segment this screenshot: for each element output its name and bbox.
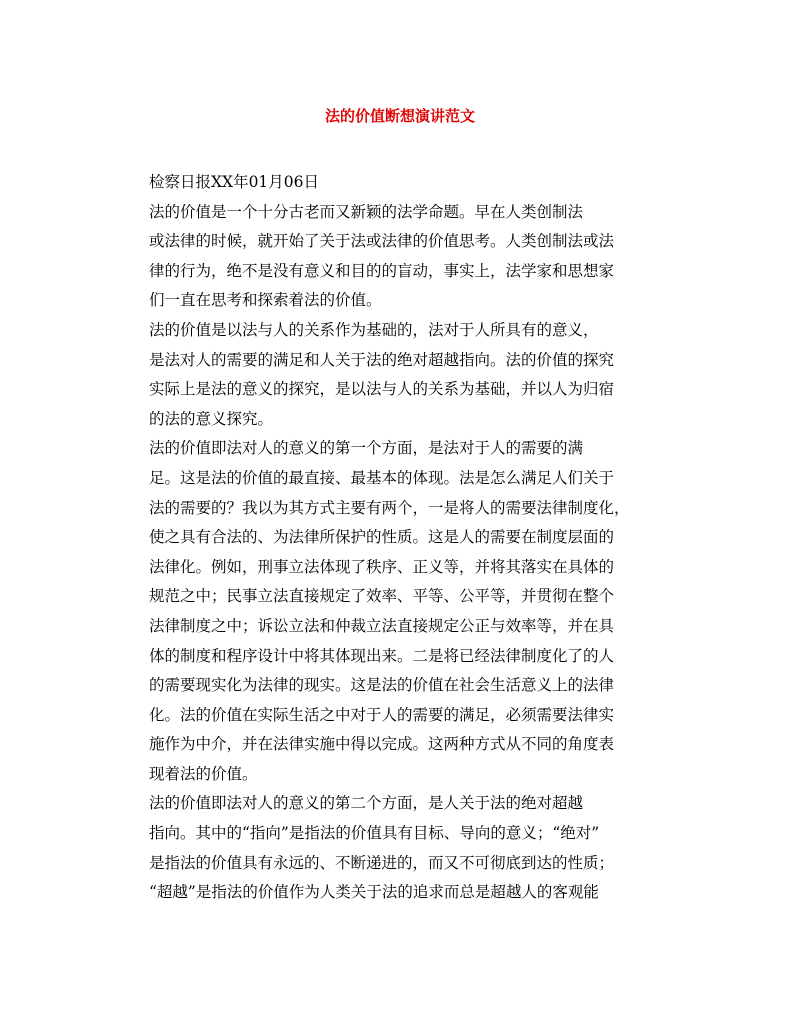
text-line: 们一直在思考和探索着法的价值。 (149, 291, 382, 310)
byline: 检察日报XX年01月06日 (149, 173, 320, 191)
text-line: 指向。其中的“指向”是指法的价值具有目标、导向的意义；“绝对” (149, 824, 600, 843)
text-line: 法律化。例如，刑事立法体现了秩序、正义等，并将其落实在具体的 (149, 557, 615, 576)
text-line: 是法对人的需要的满足和人关于法的绝对超越指向。法的价值的探究 (149, 350, 615, 369)
text-line: 或法律的时候，就开始了关于法或法律的价值思考。人类创制法或法 (149, 232, 615, 251)
text-line: 的需要现实化为法律的现实。这是法的价值在社会生活意义上的法律 (149, 676, 615, 695)
text-line: 是指法的价值具有永远的、不断递进的，而又不可彻底到达的性质； (149, 853, 615, 872)
text-line: 化。法的价值在实际生活之中对于人的需要的满足，必须需要法律实 (149, 705, 615, 724)
text-line: 的法的意义探究。 (149, 409, 274, 428)
text-line: 体的制度和程序设计中将其体现出来。二是将已经法律制度化了的人 (149, 646, 615, 665)
document-title: 法的价值断想演讲范文 (324, 107, 475, 125)
text-line: 现着法的价值。 (149, 764, 258, 783)
text-line: 实际上是法的意义的探究，是以法与人的关系为基础，并以人为归宿 (149, 380, 615, 399)
text-line: 法的价值是一个十分古老而又新颖的法学命题。早在人类创制法 (149, 202, 584, 221)
text-line: 规范之中；民事立法直接规定了效率、平等、公平等，并贯彻在整个 (149, 587, 615, 606)
text-line: 律的行为，绝不是没有意义和目的的盲动，事实上，法学家和思想家 (149, 261, 615, 280)
text-line: 施作为中介，并在法律实施中得以完成。这两种方式从不同的角度表 (149, 735, 615, 754)
text-line: 法的价值是以法与人的关系作为基础的，法对于人所具有的意义， (149, 320, 599, 339)
document-body (149, 168, 659, 908)
text-line: “超越”是指法的价值作为人类关于法的追求而总是超越人的客观能 (149, 883, 599, 902)
text-line: 法律制度之中；诉讼立法和仲裁立法直接规定公正与效率等，并在具 (149, 616, 615, 635)
text-line: 法的价值即法对人的意义的第二个方面，是人关于法的绝对超越 (149, 794, 584, 813)
text-line: 使之具有合法的、为法律所保护的性质。这是人的需要在制度层面的 (149, 528, 615, 547)
text-line: 法的价值即法对人的意义的第一个方面，是法对于人的需要的满 (149, 439, 584, 458)
text-line: 足。这是法的价值的最直接、最基本的体现。法是怎么满足人们关于 (149, 468, 615, 487)
text-line: 法的需要的？我以为其方式主要有两个，一是将人的需要法律制度化， (149, 498, 630, 517)
